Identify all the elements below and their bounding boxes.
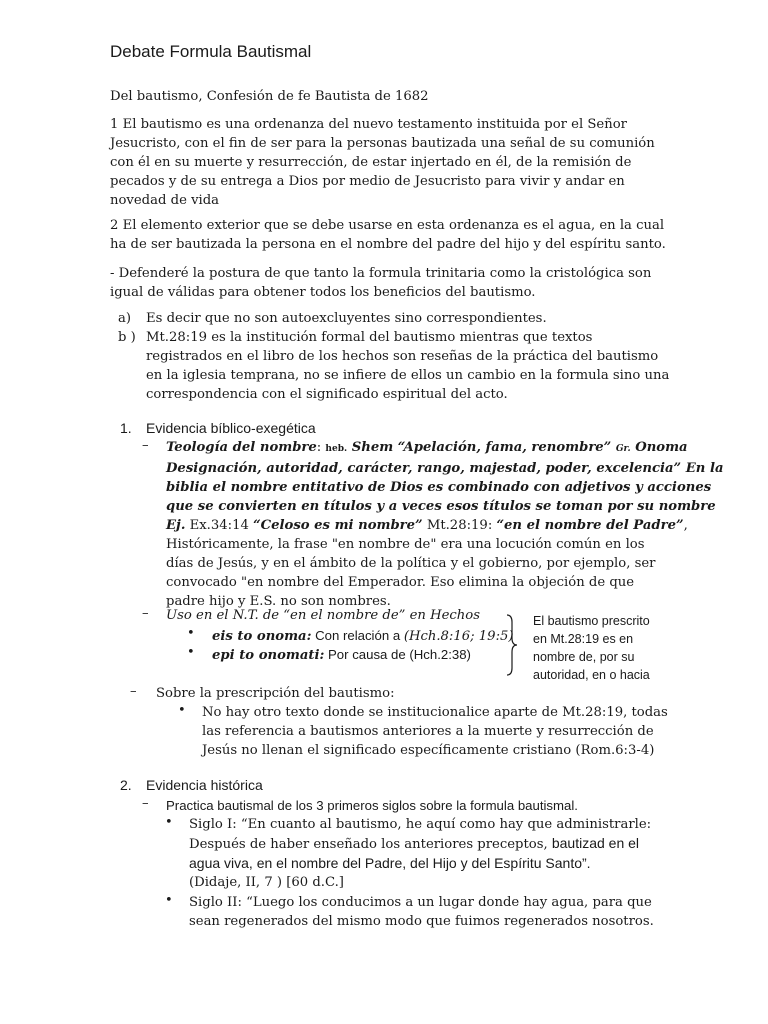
prescription-bullet xyxy=(202,703,668,760)
text-span: Con relación a xyxy=(311,628,404,643)
text-line: sean regenerados del mismo modo que fuimos regenerados nosotros. xyxy=(189,914,654,929)
text-line: ha de ser bautizada la persona en el nombre del padre del hijo y del espíritu santo. xyxy=(110,237,666,252)
epi-to-onomati-item xyxy=(212,645,471,665)
text-line: con él en su muerte y resurrección, de estar injertado en él, de la remisión de xyxy=(110,155,632,170)
paragraph-1 xyxy=(110,115,655,210)
text-line xyxy=(212,645,471,665)
bullet-marker: • xyxy=(165,893,173,908)
text-line: - Defenderé la postura de que tanto la formula trinitaria como la cristológica son xyxy=(110,266,652,281)
text-line: pecados y de su entrega a Dios por medio de Jesucristo para vivir y andar en xyxy=(110,174,625,189)
text-span: Ej. xyxy=(166,518,186,533)
bullet-marker: • xyxy=(187,645,195,660)
section-1-title: Evidencia bíblico-exegética xyxy=(146,420,316,436)
dash-marker: – xyxy=(142,606,149,621)
dash-marker: – xyxy=(130,684,137,699)
text-span: Por causa de (Hch.2:38) xyxy=(324,647,471,662)
text-line: agua viva, en el nombre del Padre, del Hijo y del Espíritu Santo”. xyxy=(189,855,591,871)
text-line: Mt.28:19 es la institución formal del bautismo mientras que textos xyxy=(146,330,593,345)
text-line: Jesús no llenan el significado específicamente cristiano (Rom.6:3-4) xyxy=(202,743,655,758)
text-span: : xyxy=(316,440,326,455)
nt-usage-item xyxy=(166,606,480,625)
text-line: días de Jesús, y en el ámbito de la política y el gobierno, por ejemplo, ser xyxy=(166,556,656,571)
text-line: Practica bautismal de los 3 primeros siglos sobre la formula bautismal. xyxy=(166,798,578,813)
text-line xyxy=(189,834,651,854)
bullet-marker: • xyxy=(187,626,195,641)
paragraph-2 xyxy=(110,216,666,254)
text-line: en Mt.28:19 es en xyxy=(533,632,634,646)
text-line: El bautismo prescrito xyxy=(533,614,650,628)
text-line: autoridad, en o hacia xyxy=(533,668,650,682)
text-line: 1 El bautismo es una ordenanza del nuevo testamento instituida por el Señor xyxy=(110,117,627,132)
text-line: novedad de vida xyxy=(110,193,220,208)
text-span: “Celoso es mi nombre” xyxy=(253,518,423,533)
text-line: Históricamente, la frase "en nombre de" era una locución común en los xyxy=(166,537,645,552)
text-line xyxy=(212,626,514,646)
baptism-prescription-item xyxy=(156,684,395,703)
text-line: 2 El elemento exterior que se debe usarse en esta ordenanza es el agua, en la cual xyxy=(110,218,665,233)
dash-marker: – xyxy=(142,438,149,453)
side-note xyxy=(533,612,650,684)
doc-subtitle: Del bautismo, Confesión de fe Bautista de 1682 xyxy=(110,89,429,104)
section-2-title: Evidencia histórica xyxy=(146,777,263,793)
text-span: Ex.34:14 xyxy=(185,518,254,533)
text-line: en la iglesia temprana, no se infiere de ellos un cambio en la formula sino una xyxy=(146,368,670,383)
text-line: correspondencia con el significado espiritual del acto. xyxy=(146,387,508,402)
text-line: Siglo I: “En cuanto al bautismo, he aquí como hay que administrarle: xyxy=(189,817,652,832)
baptismal-practice-item xyxy=(166,796,578,815)
text-span: (Hch.8:16; 19:5) xyxy=(403,629,514,644)
text-line: nombre de, por su xyxy=(533,650,635,664)
century-2-quote xyxy=(189,893,654,931)
text-line: biblia el nombre entitativo de Dios es combinado con adjetivos y acciones xyxy=(166,480,712,495)
text-line: registrados en el libro de los hechos son reseñas de la práctica del bautismo xyxy=(146,349,659,364)
text-line: que se convierten en títulos y a veces esos títulos se toman por su nombre xyxy=(166,499,716,514)
doc-title: Debate Formula Bautismal xyxy=(110,42,312,61)
text-span: , xyxy=(683,518,688,533)
dash-marker: – xyxy=(142,796,149,811)
text-span: “en el nombre del Padre” xyxy=(496,518,684,533)
century-1-quote xyxy=(189,815,651,892)
bullet-marker: • xyxy=(165,815,173,830)
text-line xyxy=(166,516,724,535)
list-marker-b: b ) xyxy=(118,330,136,345)
list-item-a: Es decir que no son autoexcluyentes sino correspondientes. xyxy=(146,311,547,326)
text-line: Jesucristo, con el fin de ser para la personas bautizada una señal de su comunión xyxy=(110,136,655,151)
text-span: Teología del nombre xyxy=(166,440,317,455)
text-line: las referencia a bautismos anteriores a la muerte y resurrección de xyxy=(202,724,654,739)
text-span: eis to onoma: xyxy=(212,629,312,644)
section-1-number: 1. xyxy=(120,420,132,436)
text-line: padre hijo y E.S. no son nombres. xyxy=(166,594,391,609)
text-line xyxy=(166,438,724,459)
text-span: epi to onomati: xyxy=(212,648,325,663)
text-line: Sobre la prescripción del bautismo: xyxy=(156,686,395,701)
section-2-number: 2. xyxy=(120,777,132,793)
text-span: heb. xyxy=(325,444,348,454)
text-line: Designación, autoridad, carácter, rango, majestad, poder, excelencia” En la xyxy=(166,461,724,476)
theology-of-name-item xyxy=(166,438,724,611)
text-line: (Didaje, II, 7 ) [60 d.C.] xyxy=(189,875,344,890)
paragraph-3 xyxy=(110,264,650,302)
list-item-b xyxy=(146,328,669,404)
text-line: Uso en el N.T. de “en el nombre de” en Hechos xyxy=(166,608,480,623)
text-line: Siglo II: “Luego los conducimos a un lugar donde hay agua, para que xyxy=(189,895,652,910)
list-marker-a: a) xyxy=(118,311,132,326)
text-span: bautizad en el xyxy=(551,835,640,851)
eis-to-onoma-item xyxy=(212,626,514,646)
bullet-marker: • xyxy=(178,703,186,718)
text-span: Gr. xyxy=(615,444,631,454)
text-line: No hay otro texto donde se institucionalice aparte de Mt.28:19, todas xyxy=(202,705,668,720)
text-span: Onoma xyxy=(630,440,688,455)
text-line: igual de válidas para obtener todos los beneficios del bautismo. xyxy=(110,285,536,300)
text-span: Shem “Apelación, fama, renombre” xyxy=(347,440,616,455)
text-line: convocado "en nombre del Emperador. Eso elimina la objeción de que xyxy=(166,575,635,590)
text-span: Después de haber enseñado los anteriores preceptos, xyxy=(189,837,552,852)
text-span: Mt.28:19: xyxy=(422,518,497,533)
curly-brace-icon xyxy=(505,614,519,676)
